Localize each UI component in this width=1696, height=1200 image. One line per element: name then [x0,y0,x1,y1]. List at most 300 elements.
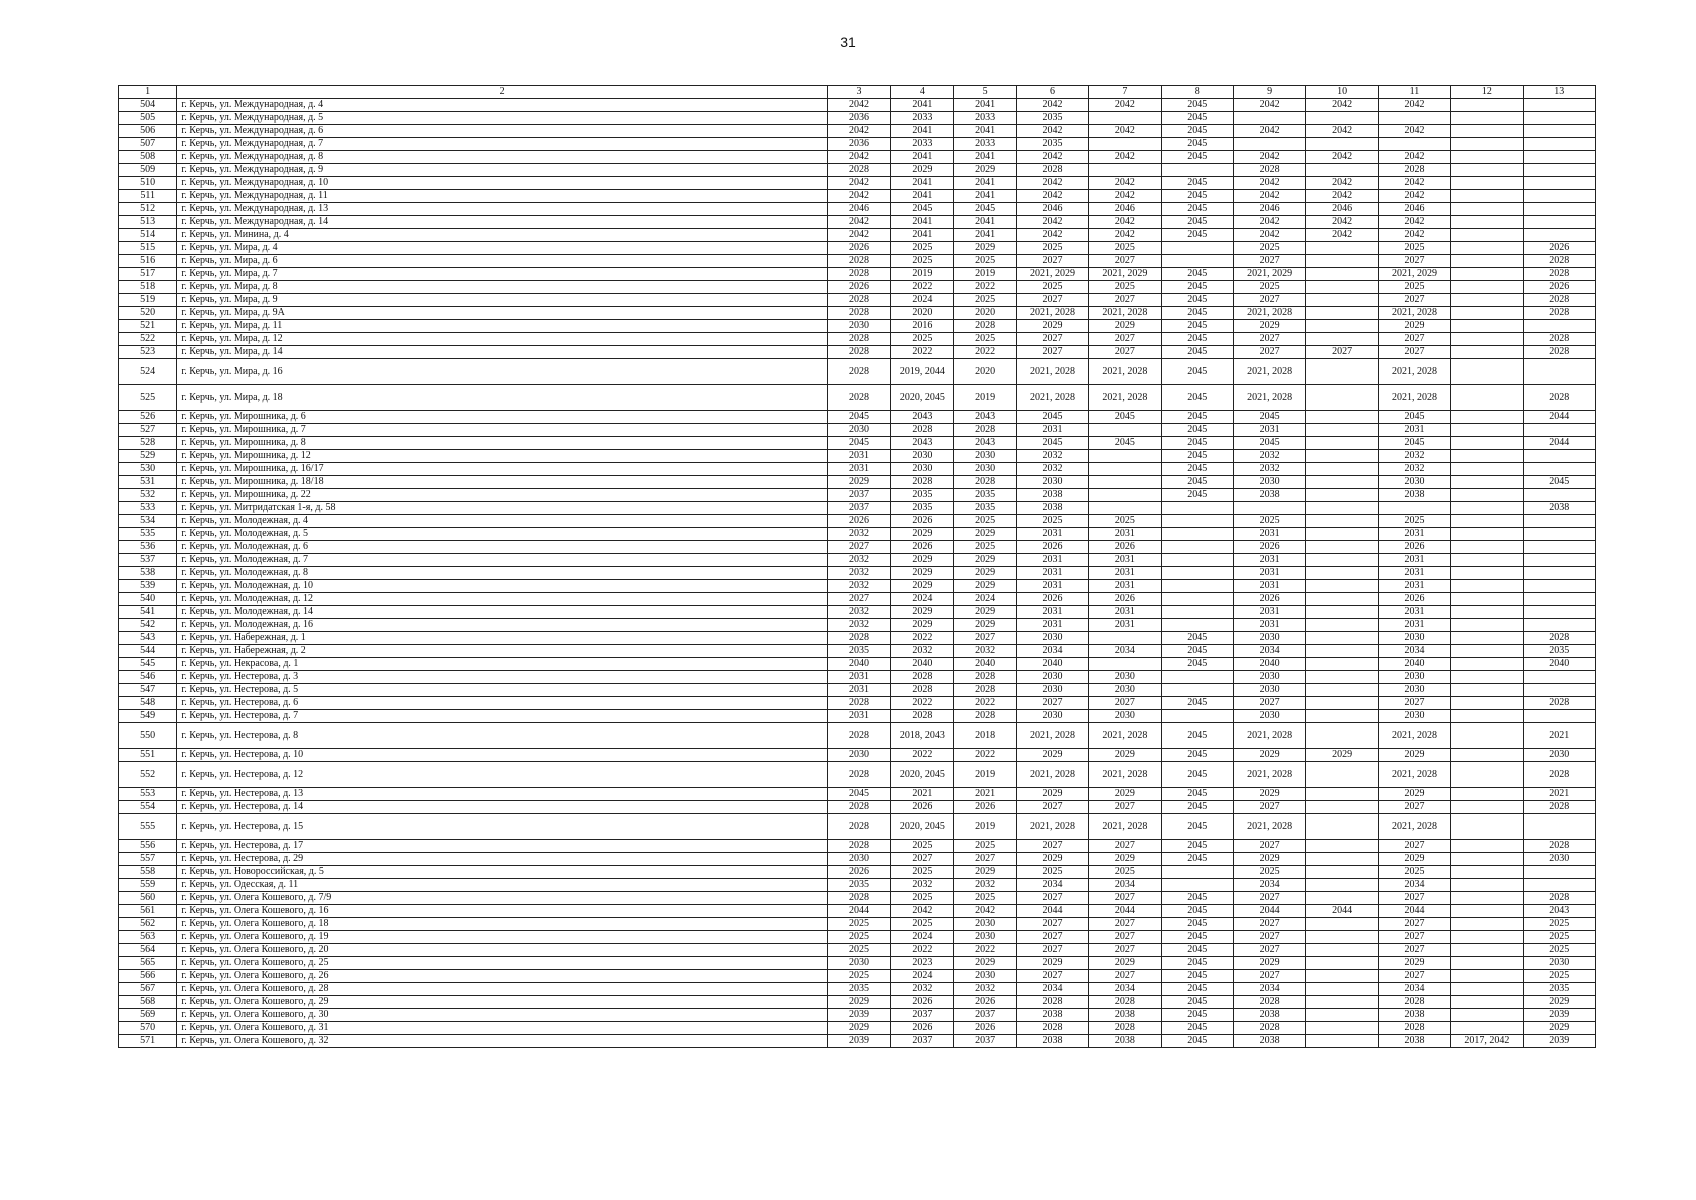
year-cell [1523,814,1595,840]
year-cell [1233,138,1305,151]
address-cell: г. Керчь, ул. Одесская, д. 11 [177,879,828,892]
year-cell [1161,502,1233,515]
year-cell: 2021, 2028 [1233,359,1305,385]
year-cell: 2028 [891,710,954,723]
year-cell [1306,294,1378,307]
year-cell: 2045 [1233,437,1305,450]
table-row [119,515,1596,528]
year-cell: 2027 [1233,918,1305,931]
row-number-cell: 563 [119,931,177,944]
address-cell: г. Керчь, ул. Молодежная, д. 12 [177,593,828,606]
year-cell: 2042 [1233,216,1305,229]
year-cell [1451,424,1523,437]
year-cell: 2028 [827,762,890,788]
row-number-cell: 518 [119,281,177,294]
year-cell: 2042 [1306,216,1378,229]
year-cell [1306,658,1378,671]
address-cell: г. Керчь, ул. Нестерова, д. 3 [177,671,828,684]
year-cell: 2026 [1523,281,1595,294]
row-number-cell: 544 [119,645,177,658]
address-cell: г. Керчь, ул. Мира, д. 12 [177,333,828,346]
year-cell [1161,554,1233,567]
year-cell: 2042 [1089,216,1161,229]
row-number-cell: 526 [119,411,177,424]
year-cell: 2038 [1233,489,1305,502]
year-cell: 2028 [827,359,890,385]
year-cell [1451,684,1523,697]
year-cell: 2039 [827,1035,890,1048]
year-cell: 2027 [1378,255,1450,268]
year-cell: 2034 [1233,983,1305,996]
row-number-cell: 561 [119,905,177,918]
year-cell: 2038 [1378,489,1450,502]
year-cell: 2046 [1378,203,1450,216]
year-cell: 2042 [1233,99,1305,112]
row-number-cell: 557 [119,853,177,866]
row-number-cell: 565 [119,957,177,970]
year-cell: 2027 [1378,918,1450,931]
address-cell: г. Керчь, ул. Мирошника, д. 8 [177,437,828,450]
year-cell: 2041 [891,125,954,138]
year-cell: 2029 [1378,853,1450,866]
year-cell [1306,320,1378,333]
year-cell: 2034 [1089,879,1161,892]
row-number-cell: 535 [119,528,177,541]
year-cell: 2030 [1233,684,1305,697]
year-cell [1306,606,1378,619]
year-cell: 2030 [1378,684,1450,697]
year-cell: 2025 [891,840,954,853]
year-cell: 2030 [891,450,954,463]
year-cell [1451,710,1523,723]
year-cell: 2032 [1016,450,1088,463]
table-row [119,853,1596,866]
year-cell: 2031 [1378,554,1450,567]
year-cell: 2043 [1523,905,1595,918]
year-cell: 2025 [891,333,954,346]
row-number-cell: 536 [119,541,177,554]
year-cell: 2035 [827,879,890,892]
year-cell: 2042 [1089,177,1161,190]
year-cell [1306,307,1378,320]
year-cell: 2045 [1378,411,1450,424]
year-cell: 2044 [1233,905,1305,918]
year-cell: 2032 [1378,450,1450,463]
table-row [119,1022,1596,1035]
year-cell: 2044 [1523,411,1595,424]
column-header: 8 [1161,86,1233,99]
year-cell: 2040 [1378,658,1450,671]
row-number-cell: 571 [119,1035,177,1048]
year-cell: 2029 [1233,320,1305,333]
year-cell: 2022 [954,697,1016,710]
year-cell [1451,164,1523,177]
year-cell [1451,359,1523,385]
table-row [119,723,1596,749]
year-cell: 2038 [1016,502,1088,515]
year-cell: 2026 [827,281,890,294]
year-cell [1523,671,1595,684]
year-cell: 2031 [1233,580,1305,593]
address-cell: г. Керчь, ул. Мира, д. 4 [177,242,828,255]
row-number-cell: 542 [119,619,177,632]
year-cell: 2027 [1016,840,1088,853]
year-cell: 2041 [891,229,954,242]
table-row [119,1009,1596,1022]
year-cell: 2030 [1378,476,1450,489]
year-cell: 2030 [1378,710,1450,723]
year-cell: 2031 [1378,528,1450,541]
column-header: 7 [1089,86,1161,99]
year-cell: 2045 [1161,801,1233,814]
address-cell: г. Керчь, ул. Нестерова, д. 29 [177,853,828,866]
year-cell: 2045 [827,788,890,801]
year-cell: 2045 [1161,970,1233,983]
column-header: 2 [177,86,828,99]
table-row [119,814,1596,840]
year-cell: 2038 [1378,1009,1450,1022]
year-cell: 2027 [891,853,954,866]
year-cell [1089,632,1161,645]
address-cell: г. Керчь, ул. Мира, д. 6 [177,255,828,268]
year-cell: 2031 [1378,424,1450,437]
year-cell: 2022 [954,749,1016,762]
year-cell: 2021, 2028 [1233,762,1305,788]
year-cell: 2042 [827,190,890,203]
year-cell: 2045 [1161,320,1233,333]
year-cell: 2040 [1523,658,1595,671]
year-cell: 2032 [1016,463,1088,476]
year-cell [1523,229,1595,242]
year-cell: 2037 [954,1009,1016,1022]
year-cell: 2026 [1233,541,1305,554]
table-row [119,892,1596,905]
year-cell: 2026 [954,996,1016,1009]
address-cell: г. Керчь, ул. Нестерова, д. 8 [177,723,828,749]
year-cell: 2025 [1378,281,1450,294]
year-cell: 2044 [1016,905,1088,918]
year-cell: 2046 [1233,203,1305,216]
year-cell: 2028 [827,723,890,749]
year-cell [1306,840,1378,853]
year-cell [1306,710,1378,723]
year-cell: 2028 [1089,1022,1161,1035]
year-cell: 2029 [954,528,1016,541]
row-number-cell: 568 [119,996,177,1009]
year-cell [1161,255,1233,268]
address-cell: г. Керчь, ул. Олега Кошевого, д. 32 [177,1035,828,1048]
address-cell: г. Керчь, ул. Мирошника, д. 7 [177,424,828,437]
year-cell: 2045 [1161,138,1233,151]
year-cell: 2027 [1089,970,1161,983]
column-header: 9 [1233,86,1305,99]
year-cell [1523,554,1595,567]
row-number-cell: 519 [119,294,177,307]
row-number-cell: 549 [119,710,177,723]
year-cell [1523,515,1595,528]
year-cell: 2029 [891,164,954,177]
year-cell: 2026 [827,515,890,528]
year-cell: 2021 [891,788,954,801]
year-cell: 2025 [891,918,954,931]
year-cell [1378,112,1450,125]
year-cell: 2031 [1233,619,1305,632]
address-cell: г. Керчь, ул. Мира, д. 16 [177,359,828,385]
year-cell: 2030 [1378,671,1450,684]
year-cell [1451,112,1523,125]
year-cell: 2045 [1016,411,1088,424]
year-cell [1306,957,1378,970]
year-cell: 2028 [827,840,890,853]
year-cell: 2030 [1089,684,1161,697]
year-cell: 2042 [1016,125,1088,138]
row-number-cell: 510 [119,177,177,190]
table-row [119,450,1596,463]
year-cell: 2029 [891,528,954,541]
table-row [119,866,1596,879]
row-number-cell: 530 [119,463,177,476]
year-cell: 2045 [827,411,890,424]
year-cell [1451,190,1523,203]
year-cell: 2025 [1089,866,1161,879]
table-row [119,619,1596,632]
year-cell [1306,723,1378,749]
address-cell: г. Керчь, ул. Мира, д. 11 [177,320,828,333]
year-cell [1523,112,1595,125]
year-cell: 2024 [891,970,954,983]
year-cell: 2046 [1306,203,1378,216]
year-cell: 2034 [1378,983,1450,996]
year-cell: 2038 [1523,502,1595,515]
year-cell: 2042 [1089,99,1161,112]
year-cell: 2029 [954,164,1016,177]
address-cell: г. Керчь, ул. Международная, д. 9 [177,164,828,177]
table-row [119,905,1596,918]
row-number-cell: 540 [119,593,177,606]
row-number-cell: 569 [119,1009,177,1022]
year-cell: 2028 [1523,294,1595,307]
table-row [119,645,1596,658]
table-row [119,125,1596,138]
year-cell: 2031 [1233,567,1305,580]
year-cell: 2028 [1016,1022,1088,1035]
year-cell [1523,138,1595,151]
address-cell: г. Керчь, ул. Молодежная, д. 5 [177,528,828,541]
year-cell [1451,385,1523,411]
year-cell: 2045 [1089,437,1161,450]
year-cell: 2031 [1089,619,1161,632]
year-cell [1523,216,1595,229]
year-cell: 2028 [827,385,890,411]
year-cell [1306,112,1378,125]
year-cell: 2028 [954,684,1016,697]
row-number-cell: 520 [119,307,177,320]
table-row [119,229,1596,242]
year-cell [1451,866,1523,879]
year-cell: 2027 [1016,944,1088,957]
row-number-cell: 512 [119,203,177,216]
year-cell: 2027 [954,853,1016,866]
year-cell: 2030 [954,450,1016,463]
table-row [119,879,1596,892]
year-cell: 2027 [1089,892,1161,905]
year-cell: 2025 [954,515,1016,528]
year-cell: 2045 [1161,125,1233,138]
year-cell: 2031 [1016,424,1088,437]
year-cell [1451,1022,1523,1035]
table-row [119,99,1596,112]
year-cell [1451,450,1523,463]
year-cell [1451,671,1523,684]
year-cell: 2031 [1378,606,1450,619]
table-row [119,437,1596,450]
year-cell [1451,762,1523,788]
year-cell: 2028 [1523,840,1595,853]
address-cell: г. Керчь, ул. Нестерова, д. 6 [177,697,828,710]
year-cell: 2031 [827,671,890,684]
year-cell [1306,866,1378,879]
year-cell: 2031 [1378,567,1450,580]
year-cell [1451,788,1523,801]
year-cell: 2025 [1523,970,1595,983]
year-cell: 2038 [1016,1035,1088,1048]
year-cell [1451,229,1523,242]
year-cell: 2027 [1016,892,1088,905]
year-cell: 2037 [954,1035,1016,1048]
year-cell: 2027 [1016,333,1088,346]
year-cell: 2027 [1233,294,1305,307]
year-cell: 2028 [1523,801,1595,814]
row-number-cell: 533 [119,502,177,515]
year-cell: 2021, 2028 [1089,723,1161,749]
row-number-cell: 521 [119,320,177,333]
year-cell [1378,138,1450,151]
year-cell: 2019 [891,268,954,281]
table-row [119,489,1596,502]
year-cell: 2045 [1161,177,1233,190]
year-cell: 2038 [1233,1009,1305,1022]
year-cell: 2033 [954,112,1016,125]
table-row [119,242,1596,255]
year-cell: 2044 [1089,905,1161,918]
table-row [119,359,1596,385]
year-cell [1306,879,1378,892]
year-cell: 2032 [1233,463,1305,476]
year-cell [1523,190,1595,203]
year-cell: 2029 [954,866,1016,879]
year-cell [1451,970,1523,983]
table-row [119,840,1596,853]
year-cell: 2019 [954,268,1016,281]
year-cell: 2025 [1378,242,1450,255]
year-cell: 2029 [1306,749,1378,762]
year-cell [1451,697,1523,710]
year-cell: 2042 [827,151,890,164]
year-cell: 2019 [954,385,1016,411]
row-number-cell: 560 [119,892,177,905]
row-number-cell: 567 [119,983,177,996]
row-number-cell: 511 [119,190,177,203]
year-cell [1451,996,1523,1009]
year-cell [1523,593,1595,606]
year-cell: 2032 [827,619,890,632]
year-cell: 2034 [1233,645,1305,658]
year-cell: 2021, 2029 [1016,268,1088,281]
address-cell: г. Керчь, ул. Международная, д. 4 [177,99,828,112]
year-cell: 2032 [827,528,890,541]
year-cell: 2020, 2045 [891,814,954,840]
table-row [119,476,1596,489]
year-cell: 2025 [1233,242,1305,255]
year-cell: 2041 [891,151,954,164]
schedule-table [118,85,1596,1048]
year-cell: 2043 [891,437,954,450]
year-cell: 2037 [891,1035,954,1048]
year-cell: 2042 [827,229,890,242]
year-cell: 2044 [1306,905,1378,918]
year-cell [1089,164,1161,177]
year-cell: 2025 [954,255,1016,268]
year-cell [1306,697,1378,710]
year-cell: 2025 [1378,515,1450,528]
year-cell: 2017, 2042 [1451,1035,1523,1048]
table-row [119,632,1596,645]
year-cell [1523,489,1595,502]
year-cell: 2046 [1089,203,1161,216]
year-cell: 2027 [1378,697,1450,710]
year-cell [1451,541,1523,554]
year-cell [1306,684,1378,697]
year-cell: 2027 [1378,294,1450,307]
year-cell [1089,476,1161,489]
year-cell: 2027 [827,593,890,606]
table-row [119,164,1596,177]
year-cell [1161,242,1233,255]
address-cell: г. Керчь, ул. Набережная, д. 1 [177,632,828,645]
year-cell: 2027 [1378,931,1450,944]
year-cell: 2030 [954,918,1016,931]
year-cell: 2042 [1233,229,1305,242]
year-cell: 2030 [1523,853,1595,866]
year-cell: 2041 [954,190,1016,203]
year-cell: 2021, 2028 [1089,814,1161,840]
year-cell: 2025 [1378,866,1450,879]
year-cell [1306,983,1378,996]
year-cell: 2025 [1089,281,1161,294]
table-row [119,203,1596,216]
table-row [119,463,1596,476]
year-cell: 2022 [954,944,1016,957]
year-cell: 2025 [1016,866,1088,879]
year-cell: 2026 [891,1022,954,1035]
year-cell: 2030 [954,970,1016,983]
year-cell [1306,359,1378,385]
year-cell [1306,788,1378,801]
year-cell: 2035 [827,983,890,996]
year-cell: 2025 [891,255,954,268]
year-cell: 2027 [1089,918,1161,931]
year-cell: 2028 [827,892,890,905]
year-cell: 2037 [827,502,890,515]
year-cell [1523,99,1595,112]
year-cell: 2045 [1161,749,1233,762]
row-number-cell: 513 [119,216,177,229]
year-cell: 2021, 2028 [1378,762,1450,788]
year-cell: 2026 [891,515,954,528]
address-cell: г. Керчь, ул. Олега Кошевого, д. 20 [177,944,828,957]
row-number-cell: 515 [119,242,177,255]
year-cell: 2025 [1016,281,1088,294]
